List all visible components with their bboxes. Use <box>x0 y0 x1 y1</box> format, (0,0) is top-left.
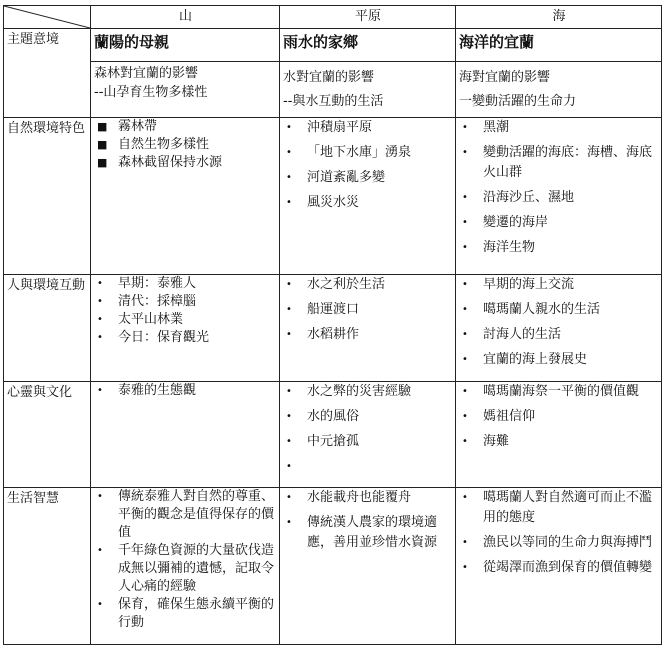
dot-bullet-icon: • <box>97 599 103 610</box>
spirit-sea <box>456 382 662 488</box>
list-item-text: 水的風俗 <box>307 409 360 424</box>
wisdom-mountain <box>91 488 280 645</box>
list-item <box>283 168 453 188</box>
list-item-text: 清代：採樟腦 <box>118 294 197 309</box>
list-item-text: 水稻耕作 <box>307 327 360 342</box>
list-item-text: 討海人的生活 <box>483 327 562 342</box>
row-label-nature: 自然環境特色 <box>4 118 91 275</box>
wisdom-plain <box>280 488 456 645</box>
corner-cell <box>4 6 91 29</box>
list-item-text: 霧林帶 <box>118 119 158 134</box>
dot-bullet-icon: • <box>462 304 468 315</box>
dot-bullet-icon: • <box>286 147 292 158</box>
list-item-text: 早期：泰雅人 <box>118 276 197 291</box>
column-header-plain: 平原 <box>280 6 456 29</box>
list-item <box>283 300 453 320</box>
list-item <box>459 188 659 208</box>
list-item <box>459 118 659 138</box>
list-item <box>459 350 659 370</box>
header-row <box>4 6 662 29</box>
list-item <box>94 488 277 542</box>
dot-bullet-icon: • <box>462 386 468 397</box>
theme-title-plain: 雨水的家鄉 <box>280 29 456 62</box>
dot-bullet-icon: • <box>462 217 468 228</box>
dot-bullet-icon: • <box>97 332 103 343</box>
spirit-plain <box>280 382 456 488</box>
list-item <box>459 143 659 183</box>
list-item-text: 變動活躍的海底：海槽、海底火山群 <box>483 145 653 180</box>
list-item-text: 傳統泰雅人對自然的尊重、平衡的觀念是值得保存的價值 <box>118 489 275 540</box>
list-item <box>459 325 659 345</box>
dot-bullet-icon: • <box>286 172 292 183</box>
theme-sub-row <box>4 62 662 118</box>
list-item <box>94 329 277 347</box>
dot-bullet-icon: • <box>462 436 468 447</box>
dot-bullet-icon: • <box>286 517 292 528</box>
list-item-text: 風災水災 <box>307 195 360 210</box>
column-header-mountain: 山 <box>91 6 280 29</box>
theme-title-sea: 海洋的宜蘭 <box>456 29 662 62</box>
list-item-text: 漁民以等同的生命力與海搏鬥 <box>483 535 653 550</box>
wisdom-sea-list <box>459 488 659 578</box>
list-item-text: 保育，確保生態永續平衡的行動 <box>118 597 275 630</box>
dot-bullet-icon: • <box>286 304 292 315</box>
list-item <box>459 382 659 402</box>
theme-sub-mountain-line1: 森林對宜蘭的影響 <box>94 66 199 81</box>
interaction-row <box>4 275 662 382</box>
theme-sub-plain-line1: 水對宜蘭的影響 <box>283 70 375 85</box>
list-item-text: 沖積扇平原 <box>307 120 373 135</box>
dot-bullet-icon: • <box>97 278 103 289</box>
list-item-text: 自然生物多樣性 <box>118 137 210 152</box>
list-item <box>459 213 659 233</box>
list-item-text: 水之利於生活 <box>307 277 386 292</box>
list-item-text: 變遷的海岸 <box>483 215 549 230</box>
list-item <box>459 407 659 427</box>
dot-bullet-icon: • <box>462 122 468 133</box>
list-item <box>283 193 453 213</box>
dot-bullet-icon: • <box>97 296 103 307</box>
list-item-text: 今日：保育觀光 <box>118 330 210 345</box>
list-item <box>94 118 277 136</box>
list-item <box>459 432 659 452</box>
list-item-text: 船運渡口 <box>307 302 360 317</box>
interaction-sea <box>456 275 662 382</box>
interaction-mountain-list <box>94 275 277 347</box>
list-item <box>459 238 659 258</box>
list-item <box>94 311 277 329</box>
dot-bullet-icon: • <box>462 279 468 290</box>
dot-bullet-icon: • <box>462 242 468 253</box>
list-item-text: 傳統漢人農家的環境適應，善用並珍惜水資源 <box>307 515 438 550</box>
theme-sub-mountain-line2: --山孕育生物多樣性 <box>94 85 208 100</box>
dot-bullet-icon: • <box>462 147 468 158</box>
theme-sub-mountain <box>91 62 280 118</box>
list-item-text: 噶瑪蘭海祭一平衡的價值觀 <box>483 384 640 399</box>
interaction-plain-list <box>283 275 453 345</box>
wisdom-sea <box>456 488 662 645</box>
list-item <box>94 596 277 632</box>
list-item <box>459 275 659 295</box>
list-item-text: 中元搶孤 <box>307 434 360 449</box>
dot-bullet-icon: • <box>462 329 468 340</box>
spirit-row <box>4 382 662 488</box>
list-item-text: 噶瑪蘭人對自然適可而止不濫用的態度 <box>483 490 653 525</box>
list-item <box>94 275 277 293</box>
dot-bullet-icon: • <box>462 492 468 503</box>
list-item <box>94 154 277 172</box>
row-label-theme: 主題意境 <box>4 29 91 118</box>
interaction-mountain <box>91 275 280 382</box>
list-item-text: 水之弊的災害經驗 <box>307 384 412 399</box>
list-item-text: 沿海沙丘、濕地 <box>483 190 575 205</box>
theme-sub-sea-line1: 海對宜蘭的影響 <box>459 70 551 85</box>
dot-bullet-icon: • <box>286 279 292 290</box>
interaction-sea-list <box>459 275 659 370</box>
list-item-text: 噶瑪蘭人親水的生活 <box>483 302 601 317</box>
wisdom-mountain-list <box>94 488 277 632</box>
dot-bullet-icon: • <box>462 192 468 203</box>
square-bullet-icon: ■ <box>97 156 108 169</box>
list-item <box>283 513 453 553</box>
dot-bullet-icon: • <box>462 354 468 365</box>
list-item-text: 黑潮 <box>483 120 510 135</box>
theme-sub-plain <box>280 62 456 118</box>
list-item-text: 媽祖信仰 <box>483 409 536 424</box>
nature-mountain-list <box>94 118 277 172</box>
list-item-text: 太平山林業 <box>118 312 184 327</box>
list-item <box>94 382 277 400</box>
list-item <box>283 275 453 295</box>
list-item <box>459 488 659 528</box>
list-item <box>283 325 453 345</box>
list-item-text: 千年綠色資源的大量砍伐造成無以彌補的遺憾，記取令人心痛的經驗 <box>118 543 275 594</box>
dot-bullet-icon: • <box>462 537 468 548</box>
dot-bullet-icon: • <box>97 385 103 396</box>
list-item-text: 早期的海上交流 <box>483 277 575 292</box>
theme-sub-plain-line2: --與水互動的生活 <box>283 94 384 109</box>
dot-bullet-icon: • <box>286 436 292 447</box>
list-item-text: 水能載舟也能覆舟 <box>307 490 412 505</box>
list-item <box>283 118 453 138</box>
dot-bullet-icon: • <box>97 491 103 502</box>
dot-bullet-icon: • <box>97 545 103 556</box>
wisdom-row <box>4 488 662 645</box>
dot-bullet-icon: • <box>462 562 468 573</box>
nature-plain-list <box>283 118 453 213</box>
list-item-text: 從竭澤而漁到保育的價值轉變 <box>483 560 653 575</box>
list-item <box>283 382 453 402</box>
nature-mountain <box>91 118 280 275</box>
theme-title-row <box>4 29 662 62</box>
nature-row <box>4 118 662 275</box>
list-item-text: 「地下水庫」湧泉 <box>307 145 412 160</box>
spirit-sea-list <box>459 382 659 452</box>
list-item <box>459 533 659 553</box>
list-item <box>459 558 659 578</box>
theme-title-mountain: 蘭陽的母親 <box>91 29 280 62</box>
row-label-interaction: 人與環境互動 <box>4 275 91 382</box>
list-item-text: 泰雅的生態觀 <box>118 383 197 398</box>
nature-sea-list <box>459 118 659 258</box>
list-item-text: 森林截留保持水源 <box>118 155 223 170</box>
row-label-wisdom: 生活智慧 <box>4 488 91 645</box>
list-item <box>283 432 453 452</box>
dot-bullet-icon: • <box>286 197 292 208</box>
theme-sub-sea-line2: 一變動活躍的生命力 <box>459 94 577 109</box>
list-item-text: 海難 <box>483 434 510 449</box>
yilan-theme-table <box>3 5 662 645</box>
column-header-sea: 海 <box>456 6 662 29</box>
list-item <box>94 542 277 596</box>
list-item <box>94 136 277 154</box>
dot-bullet-icon: • <box>462 411 468 422</box>
list-item <box>283 488 453 508</box>
list-item <box>94 293 277 311</box>
list-item-text: 宜蘭的海上發展史 <box>483 352 588 367</box>
interaction-plain <box>280 275 456 382</box>
list-item-text: 河道紊亂多變 <box>307 170 386 185</box>
wisdom-plain-list <box>283 488 453 553</box>
list-item <box>459 300 659 320</box>
nature-sea <box>456 118 662 275</box>
spirit-mountain-list <box>94 382 277 400</box>
list-item-text: 海洋生物 <box>483 240 536 255</box>
dot-bullet-icon: • <box>286 461 292 472</box>
spirit-mountain <box>91 382 280 488</box>
dot-bullet-icon: • <box>286 386 292 397</box>
dot-bullet-icon: • <box>286 329 292 340</box>
dot-bullet-icon: • <box>286 122 292 133</box>
spirit-plain-list <box>283 382 453 472</box>
dot-bullet-icon: • <box>97 314 103 325</box>
list-item <box>283 143 453 163</box>
nature-plain <box>280 118 456 275</box>
theme-sub-sea <box>456 62 662 118</box>
dot-bullet-icon: • <box>286 492 292 503</box>
diagonal-line <box>4 6 90 28</box>
dot-bullet-icon: • <box>286 411 292 422</box>
row-label-spirit: 心靈與文化 <box>4 382 91 488</box>
square-bullet-icon: ■ <box>97 120 108 133</box>
list-item <box>283 407 453 427</box>
square-bullet-icon: ■ <box>97 138 108 151</box>
